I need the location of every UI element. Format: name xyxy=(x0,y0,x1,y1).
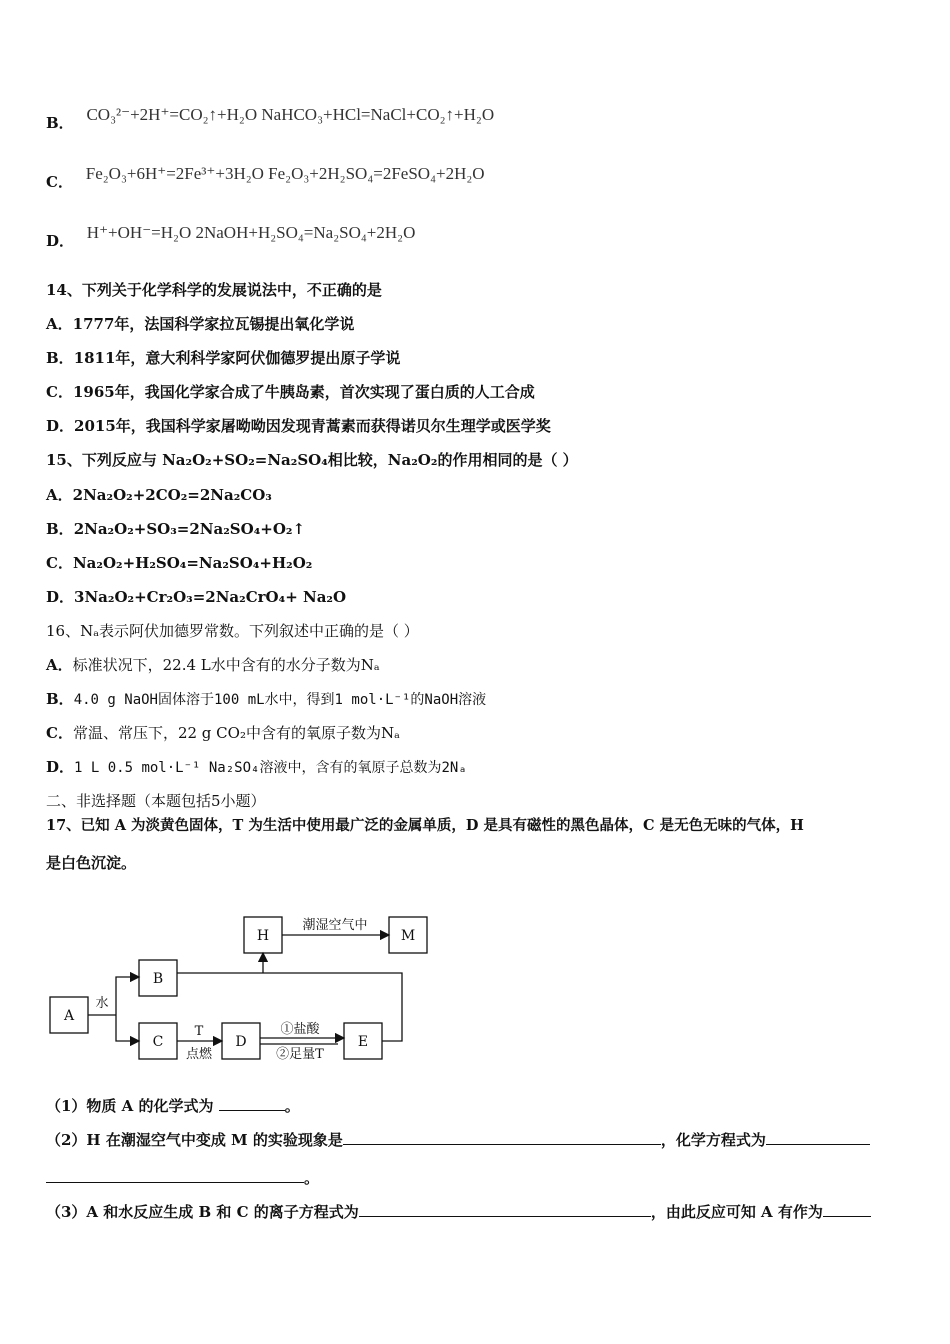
q14-option-b xyxy=(46,347,400,369)
q16-option-a-text: 标准状况下，22.4 L水中含有的水分子数为Nₐ xyxy=(72,656,380,674)
q14-option-a xyxy=(46,313,354,335)
q17-stem-line2: 是白色沉淀。 xyxy=(46,854,137,872)
q17-sub2-text: （2）H 在潮湿空气中变成 M 的实验现象是 xyxy=(46,1131,343,1149)
q15-stem: 15、下列反应与 Na₂O₂+SO₂=Na₂SO₄相比较，Na₂O₂的作用相同的是（ ） xyxy=(46,451,578,469)
option-letter: B． xyxy=(46,690,74,708)
q13-option-c xyxy=(46,164,485,193)
q14-option-d-text: 2015年，我国科学家屠呦呦因发现青蒿素而获得诺贝尔生理学或医学奖 xyxy=(74,417,551,435)
q14-option-c-text: 1965年，我国化学家合成了牛胰岛素，首次实现了蛋白质的人工合成 xyxy=(72,383,535,401)
q15-option-b-text: 2Na₂O₂+SO₃=2Na₂SO₄+O₂↑ xyxy=(73,520,306,538)
option-letter: D． xyxy=(46,417,75,435)
section-heading: 二、非选择题（本题包括5小题） xyxy=(46,792,266,810)
q14-option-a-text: 1777年，法国科学家拉瓦锡提出氧化学说 xyxy=(72,315,355,333)
q16-stem: 16、Nₐ表示阿伏加德罗常数。下列叙述中正确的是（ ） xyxy=(46,622,419,640)
option-letter: C． xyxy=(46,724,73,742)
option-letter: D． xyxy=(46,232,75,250)
option-letter: D． xyxy=(46,758,75,776)
node-d-label: D xyxy=(235,1034,247,1050)
q17-sub2-continued xyxy=(46,1166,319,1189)
q17-sub1-end: 。 xyxy=(284,1097,300,1115)
arrow-a-to-b xyxy=(116,977,139,1015)
answer-blank-2c[interactable] xyxy=(46,1166,304,1183)
answer-blank-3b[interactable] xyxy=(823,1200,871,1217)
option-letter: B． xyxy=(46,520,74,538)
node-b-label: B xyxy=(152,971,164,987)
option-letter: C． xyxy=(46,554,73,572)
option-letter: B． xyxy=(46,349,74,367)
label-water: 水 xyxy=(95,996,109,1011)
q17-sub1-text: （1）物质 A 的化学式为 xyxy=(46,1097,214,1115)
label-t: T xyxy=(194,1024,204,1039)
q17-stem-line1: 17、已知 A 为淡黄色固体，T 为生活中使用最广泛的金属单质，D 是具有磁性的黑色晶体，C 是无色无味的气体，H xyxy=(46,817,804,834)
reaction-flow-diagram xyxy=(46,905,436,1070)
q16-option-b xyxy=(46,688,486,711)
q17-sub2 xyxy=(46,1128,870,1151)
q17-sub1 xyxy=(46,1094,300,1117)
answer-blank-2a[interactable] xyxy=(343,1128,661,1145)
label-hcl: ①盐酸 xyxy=(280,1022,320,1037)
q14-option-c xyxy=(46,381,535,403)
q14-option-d xyxy=(46,415,551,437)
label-ignite: 点燃 xyxy=(185,1047,213,1062)
q13-option-d-text: H⁺+OH⁻=H₂O 2NaOH+H₂SO₄=Na₂SO₄+2H₂O xyxy=(86,223,416,242)
option-letter: A． xyxy=(46,315,73,333)
q15-option-a-text: 2Na₂O₂+2CO₂=2Na₂CO₃ xyxy=(72,486,272,504)
arrow-a-to-c xyxy=(116,1015,139,1041)
answer-blank-2b[interactable] xyxy=(766,1128,870,1145)
q16-option-d xyxy=(46,756,467,779)
q17-sub3-mid: ，由此反应可知 A 有作为 xyxy=(650,1203,823,1221)
option-letter: B． xyxy=(46,114,74,132)
q15-option-c xyxy=(46,552,312,574)
q13-option-b xyxy=(46,105,495,134)
node-m-label: M xyxy=(400,928,416,944)
node-c-label: C xyxy=(152,1034,164,1050)
q17-sub2-mid: ，化学方程式为 xyxy=(660,1131,766,1149)
q15-option-d-text: 3Na₂O₂+Cr₂O₃=2Na₂CrO₄+ Na₂O xyxy=(74,588,347,606)
q13-option-d xyxy=(46,223,416,252)
q17-sub2-end: 。 xyxy=(304,1169,320,1187)
q13-option-b-text: CO₃²⁻+2H⁺=CO₂↑+H₂O NaHCO₃+HCl=NaCl+CO₂↑+H₂O xyxy=(86,105,495,124)
q16-option-c-text: 常温、常压下，22 g CO₂中含有的氧原子数为Nₐ xyxy=(72,724,400,742)
answer-blank-1[interactable] xyxy=(219,1094,285,1111)
node-a-label: A xyxy=(63,1008,75,1024)
q16-option-c xyxy=(46,722,400,744)
q16-option-d-text: 1 L 0.5 mol·L⁻¹ Na₂SO₄溶液中，含有的氧原子总数为2Nₐ xyxy=(74,760,467,776)
option-letter: D． xyxy=(46,588,75,606)
q15-option-d xyxy=(46,586,346,608)
q15-option-a xyxy=(46,484,272,506)
q14-stem: 14、下列关于化学科学的发展说法中，不正确的是 xyxy=(46,281,382,299)
label-humid-air: 潮湿空气中 xyxy=(302,918,368,933)
option-letter: A． xyxy=(46,656,73,674)
option-letter: A． xyxy=(46,486,73,504)
node-h-label: H xyxy=(256,928,270,944)
option-letter: C． xyxy=(46,383,73,401)
label-excess-t: ②足量T xyxy=(276,1047,324,1062)
q16-option-a xyxy=(46,654,380,676)
q13-option-c-text: Fe₂O₃+6H⁺=2Fe³⁺+3H₂O Fe₂O₃+2H₂SO₄=2FeSO₄+2H₂O xyxy=(85,164,485,183)
q15-option-c-text: Na₂O₂+H₂SO₄=Na₂SO₄+H₂O₂ xyxy=(72,554,313,572)
node-e-label: E xyxy=(357,1034,369,1050)
option-letter: C． xyxy=(46,173,73,191)
q14-option-b-text: 1811年，意大利科学家阿伏伽德罗提出原子学说 xyxy=(73,349,401,367)
q15-option-b xyxy=(46,518,305,540)
q16-option-b-text: 4.0 g NaOH固体溶于100 mL水中，得到1 mol·L⁻¹的NaOH溶液 xyxy=(73,692,487,708)
q17-sub3 xyxy=(46,1200,871,1223)
answer-blank-3a[interactable] xyxy=(359,1200,651,1217)
q17-sub3-text: （3）A 和水反应生成 B 和 C 的离子方程式为 xyxy=(46,1203,359,1221)
